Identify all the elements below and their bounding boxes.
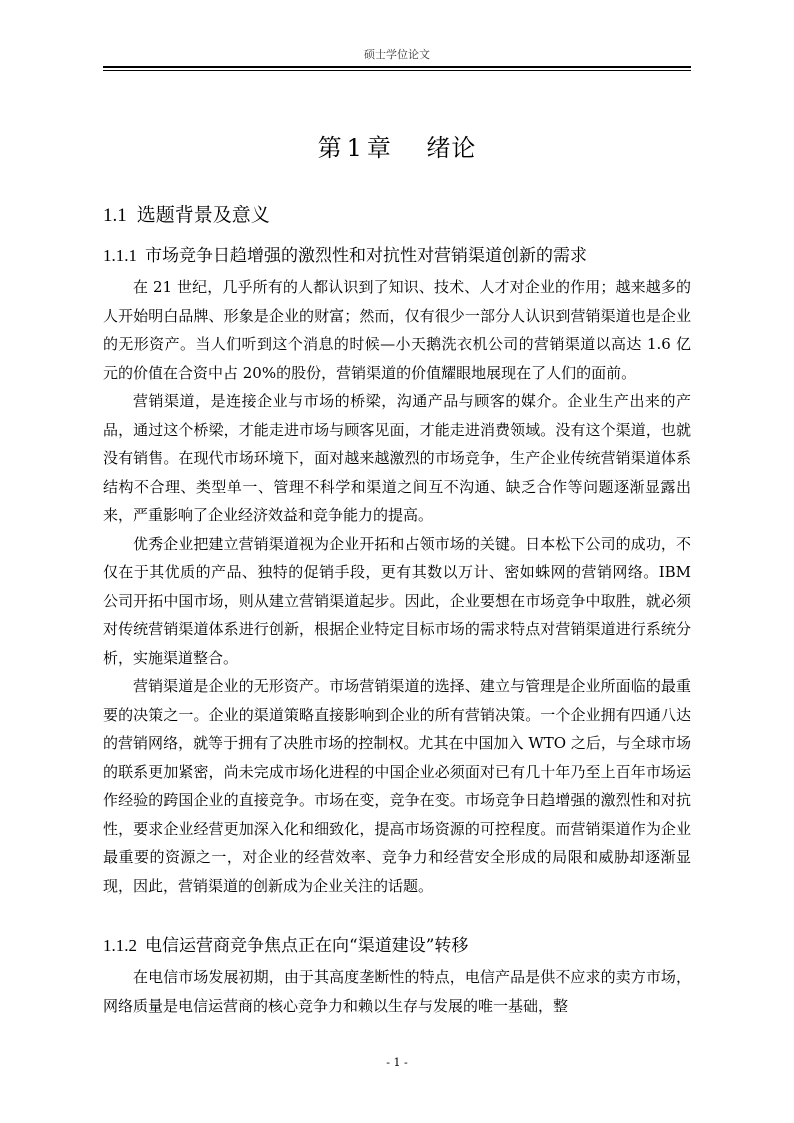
paragraph: 营销渠道是企业的无形资产。市场营销渠道的选择、建立与管理是企业所面临的最重要的决策之一。企业的渠道策略直接影响到企业的所有营销决策。一个企业拥有四通八达的营销网络，就等于拥有了决胜市场的控制权。尤其在中国加入 WTO 之后，与全球市场的联系更加紧密，尚未完成市场化进程的中国企业必须面对已有几十年乃至上百年市场运作经验的跨国企业的直接竞争。市场在变，竞争在变。市场竞争日趋增强的激烈性和对抗性，要求企业经营更加深入化和细致化，提高市场资源的可控程度。而营销渠道作为企业最重要的资源之一，对企业的经营效率、竞争力和经营安全形成的局限和威胁却逐渐显现，因此，营销渠道的创新成为企业关注的话题。 [103, 677, 691, 895]
page-number: - 1 - [386, 1056, 408, 1069]
chapter-name: 绪论 [426, 134, 477, 162]
subsection-title: 电信运营商竞争焦点正在向“渠道建设”转移 [145, 936, 469, 956]
paragraph: 优秀企业把建立营销渠道视为企业开拓和占领市场的关键。日本松下公司的成功，不仅在于其优质的产品、独特的促销手段，更有其数以万计、密如蛛网的营销网络。IBM 公司开拓中国市场，则从建立营销渠道起步。因此，企业要想在市场竞争中取胜，就必须对传统营销渠道体系进行创新，根据企业特定目标市场的需求特点对营销渠道进行系统分析，实施渠道整合。 [103, 534, 691, 667]
section-title: 选题背景及意义 [136, 204, 270, 226]
subsection-number: 1.1.1 [103, 246, 137, 265]
section-number: 1.1 [103, 205, 127, 226]
subsection-number: 1.1.2 [103, 936, 137, 955]
chapter-number: 1 [346, 134, 363, 162]
chapter-suffix: 章 [366, 134, 392, 162]
page-header: 硕士学位论文 [364, 48, 430, 61]
paragraph: 在电信市场发展初期，由于其高度垄断性的特点，电信产品是供不应求的卖方市场，网络质量是电信运营商的核心竞争力和赖以生存与发展的唯一基础，整 [103, 968, 691, 1015]
body-block-1 [103, 273, 691, 900]
header-rule-thin [103, 70, 691, 71]
subsection-heading-1 [103, 241, 691, 266]
subsection-heading-2 [103, 931, 691, 956]
subsection-title: 市场竞争日趋增强的激烈性和对抗性对营销渠道创新的需求 [145, 246, 587, 266]
chapter-title [103, 128, 691, 163]
paragraph: 营销渠道，是连接企业与市场的桥梁，沟通产品与顾客的媒介。企业生产出来的产品，通过这个桥梁，才能走进市场与顾客见面，才能走进消费领域。没有这个渠道，也就没有销售。在现代市场环境下，面对越来越激烈的市场竞争，生产企业传统营销渠道体系结构不合理、类型单一、管理不科学和渠道之间互不沟通、缺乏合作等问题逐渐显露出来，严重影响了企业经济效益和竞争能力的提高。 [103, 392, 691, 524]
chapter-prefix: 第 [317, 134, 343, 162]
section-heading [103, 200, 691, 227]
header-rule-thick [103, 66, 691, 68]
body-block-2 [103, 963, 691, 1020]
paragraph: 在 21 世纪，几乎所有的人都认识到了知识、技术、人才对企业的作用；越来越多的人开始明白品牌、形象是企业的财富；然而，仅有很少一部分人认识到营销渠道也是企业的无形资产。当人们听到这个消息的时候—小天鹅洗衣机公司的营销渠道以高达 1.6 亿元的价值在合资中占 20%的股份，营销渠道的价值耀眼地展现在了人们的面前。 [103, 278, 691, 382]
